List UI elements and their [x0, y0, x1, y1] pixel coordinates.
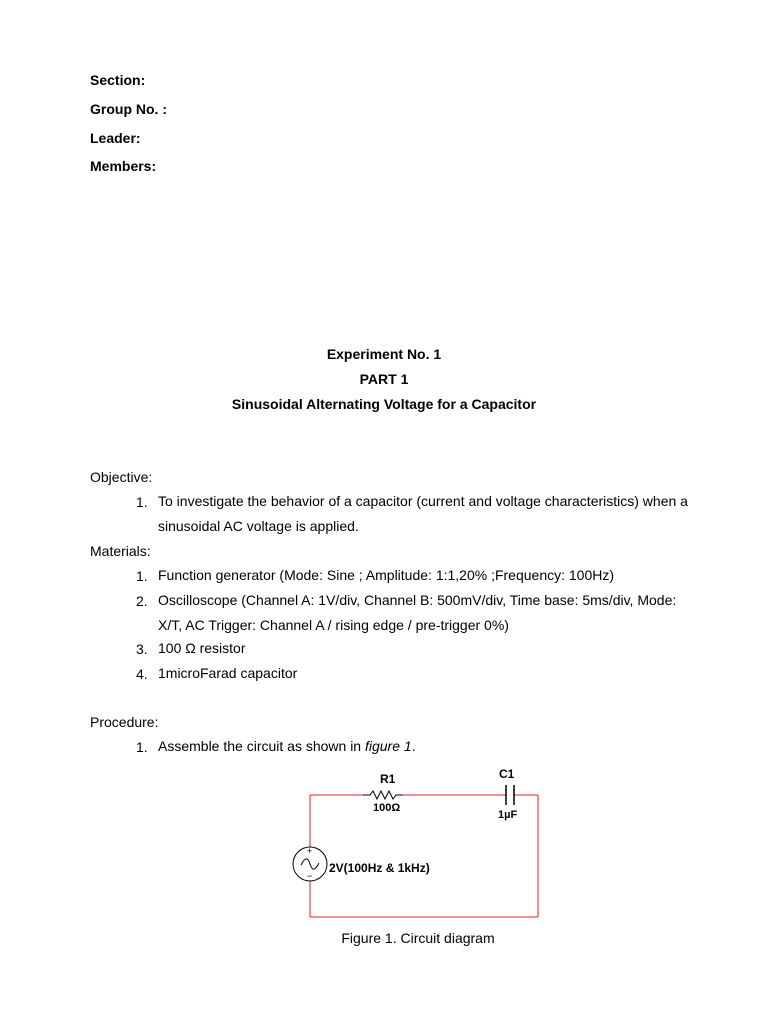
materials-label: Materials: [90, 543, 151, 559]
materials-item-4: 1microFarad capacitor [158, 665, 298, 681]
procedure-item-1-text: Assemble the circuit as shown in [158, 738, 365, 754]
objective-num-1: 1. [136, 494, 148, 510]
objective-item-1: To investigate the behavior of a capacitor (current and voltage characteristics) when a sinusoidal AC voltage is applied. [158, 493, 688, 534]
source-plus-sign: + [307, 846, 313, 856]
materials-num-4: 4. [136, 666, 148, 682]
section-label: Section: [90, 72, 146, 88]
objective-label: Objective: [90, 469, 153, 485]
source-minus-sign: − [307, 871, 313, 881]
procedure-num-1: 1. [136, 739, 148, 755]
materials-num-1: 1. [136, 568, 148, 584]
resistor-value: 100Ω [373, 802, 401, 814]
part-title: PART 1 [359, 371, 409, 387]
leader-label: Leader: [90, 130, 141, 146]
resistor-symbol [363, 791, 403, 799]
materials-item-2: Oscilloscope (Channel A: 1V/div, Channel B: 500mV/div, Time base: 5ms/div, Mode: X/T, AC Trigger: Channel A / rising edge / pre-trigger 0%) [158, 592, 677, 633]
capacitor-value: 1µF [498, 809, 518, 821]
group-label: Group No. : [90, 101, 167, 117]
materials-num-3: 3. [136, 641, 148, 657]
resistor-label: R1 [380, 772, 396, 786]
capacitor-label: C1 [499, 767, 515, 781]
materials-num-2: 2. [136, 593, 148, 609]
procedure-item-1-end: . [411, 738, 416, 754]
materials-item-3: 100 Ω resistor [158, 640, 246, 656]
procedure-label: Procedure: [90, 714, 159, 730]
figure-caption: Figure 1. Circuit diagram [341, 930, 495, 946]
subject-title: Sinusoidal Alternating Voltage for a Capacitor [231, 396, 537, 412]
circuit-diagram [270, 755, 560, 925]
figure-reference: figure 1 [364, 738, 412, 754]
materials-item-1: Function generator (Mode: Sine ; Amplitude: 1:1,20% ;Frequency: 100Hz) [158, 567, 615, 583]
members-label: Members: [90, 158, 157, 174]
source-label: 2V(100Hz & 1kHz) [329, 861, 430, 875]
experiment-title: Experiment No. 1 [326, 346, 442, 362]
